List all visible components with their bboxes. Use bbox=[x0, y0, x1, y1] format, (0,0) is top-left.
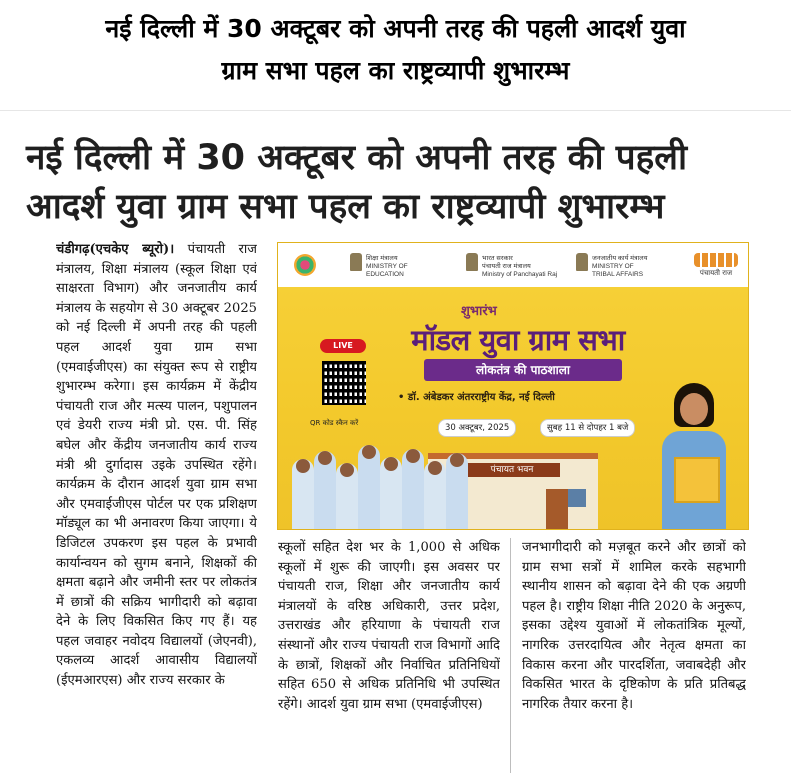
ministry-tribal: जनजातीय कार्य मंत्रालय MINISTRY OF TRIBAL AFFAIRS bbox=[592, 255, 648, 278]
article-column-1-text: पंचायती राज मंत्रालय, शिक्षा मंत्रालय (स्कूल शिक्षा एवं साक्षरता विभाग) और जनजातीय कार्य मंत्रालय के सहयोग से 30 अक्टूबर 2025 को नई दिल्ली में अपनी तरह की पहली पहल आदर्श युवा ग्राम सभा (एमवाईजीएस) का संयुक्त रूप से राष्ट्रीय शुभारम्भ करेगा। इस कार्यक्रम में केंद्रीय पंचायती राज और मत्स्य पालन, पशुपालन एवं डेयरी राज्य मंत्री प्रो. एस. पी. सिंह बघेल और केंद्रीय जनजातीय कार्य राज्य मंत्री श्री दुर्गादास उइके उपस्थित रहेंगे। कार्यक्रम के दौरान आदर्श युवा ग्राम सभा और एमवाईजीएस पोर्टल पर एक प्रशिक्षण मॉड्यूल का भी अनावरण किया जाएगा। ये डिजिटल उपकरण इस पहल के प्रभावी कार्यान्वयन को सुगम बनाने, शिक्षकों की क्षमता बढ़ाने और जमीनी स्तर पर लोकतंत्र में छात्रों की सक्रिय भागीदारी को बढ़ावा देने के लिए विकसित किए गए हैं। यह पहल जवाहर नवोदय विद्यालयों (जेएनवी), एकलव्य आदर्श आवासीय विद्यालयों (ईएमआरएस) और राज्य सरकार के bbox=[56, 242, 257, 689]
student-figure bbox=[402, 449, 424, 529]
article-column-1 bbox=[56, 240, 257, 775]
student-figure bbox=[314, 451, 336, 529]
ministry-education: शिक्षा मंत्रालय MINISTRY OF EDUCATION bbox=[366, 255, 408, 278]
logo-icon bbox=[294, 254, 316, 276]
advertisement bbox=[277, 242, 749, 530]
article-column-3-text: जनभागीदारी को मज़बूत करने और छात्रों को ग्राम सभा सत्रों में शामिल करके सहभागी स्थानीय शासन को बढ़ावा देने की एक अग्रणी पहल है। राष्ट्रीय शिक्षा नीति 2020 के अनुरूप, इसका उद्देश्य युवाओं में लोकतांत्रिक मूल्यों, नागरिक उत्तरदायित्व और नेतृत्व क्षमता का विकास करना और पारदर्शिता, जवाबदेही और विकसित भारत के दृष्टिकोण के प्रति प्रतिबद्ध नागरिक तैयार करना है। bbox=[522, 540, 746, 712]
ad-venue: • डॉ. अंबेडकर अंतरराष्ट्रीय केंद्र, नई दिल्ली bbox=[398, 392, 555, 403]
article-column-2-text: स्कूलों सहित देश भर के 1,000 से अधिक स्कूलों में शुरू की जाएगी। इस अवसर पर पंचायती राज, शिक्षा और जनजातीय कार्य मंत्रालयों के वरिष्ठ अधिकारी, उत्तर प्रदेश, उत्तराखंड और हरियाणा के पंचायती राज संस्थानों और राज्य पंचायती राज विभागों आदि के छात्रों, शिक्षकों और निर्वाचित प्रतिनिधियों सहित 650 से अधिक प्रतिनिधि भी उपस्थित रहेंगे। आदर्श युवा ग्राम सभा (एमवाईजीएस) bbox=[278, 540, 500, 712]
door-icon bbox=[546, 489, 568, 530]
ad-logo-strip bbox=[278, 243, 748, 287]
ad-subtitle: लोकतंत्र की पाठशाला bbox=[424, 359, 622, 381]
article-column-2 bbox=[278, 538, 500, 773]
panchayati-raj-logo bbox=[694, 253, 738, 278]
ad-shubharambh: शुभारंभ bbox=[461, 304, 497, 319]
emblem-icon bbox=[466, 253, 478, 271]
newspaper-headline bbox=[26, 134, 766, 232]
student-figure bbox=[446, 453, 468, 529]
newspaper-headline-line2: आदर्श युवा ग्राम सभा पहल का राष्ट्रव्यापी शुभारम्भ bbox=[26, 187, 665, 227]
student-figure bbox=[336, 463, 358, 529]
top-headline bbox=[0, 0, 791, 102]
top-headline-line1: नई दिल्ली में 30 अक्टूबर को अपनी तरह की पहली आदर्श युवा bbox=[105, 14, 686, 43]
top-headline-line2: ग्राम सभा पहल का राष्ट्रव्यापी शुभारम्भ bbox=[221, 56, 570, 85]
live-badge: LIVE bbox=[320, 339, 366, 353]
ministry-panchayat: भारत सरकार पंचायती राज मंत्रालय Ministry of Panchayati Raj bbox=[482, 255, 558, 278]
qr-label: QR कोड स्कैन करें bbox=[310, 419, 359, 427]
books-icon bbox=[674, 457, 720, 503]
qr-code bbox=[322, 361, 366, 405]
article-column-3 bbox=[522, 538, 746, 773]
dateline: चंडीगढ़(एचकेए ब्यूरो)। bbox=[56, 242, 175, 257]
building-sign: पंचायत भवन bbox=[464, 463, 560, 477]
panchayat-icon bbox=[694, 253, 738, 267]
emblem-icon bbox=[576, 253, 588, 271]
emblem-icon bbox=[350, 253, 362, 271]
student-figure bbox=[380, 457, 402, 529]
student-figure bbox=[358, 445, 380, 529]
ad-time: सुबह 11 से दोपहर 1 बजे bbox=[540, 419, 635, 437]
column-divider bbox=[510, 538, 511, 773]
girl-with-books-illustration bbox=[652, 383, 736, 529]
students-illustration bbox=[292, 443, 476, 529]
ad-date: 30 अक्टूबर, 2025 bbox=[438, 419, 516, 437]
panchayati-raj-label: पंचायती राज bbox=[699, 269, 733, 277]
divider bbox=[0, 110, 791, 111]
student-figure bbox=[292, 459, 314, 529]
student-figure bbox=[424, 461, 446, 529]
newspaper-headline-line1: नई दिल्ली में 30 अक्टूबर को अपनी तरह की पहली bbox=[26, 138, 688, 178]
window-icon bbox=[568, 489, 586, 507]
ad-title: मॉडल युवा ग्राम सभा bbox=[411, 323, 625, 357]
